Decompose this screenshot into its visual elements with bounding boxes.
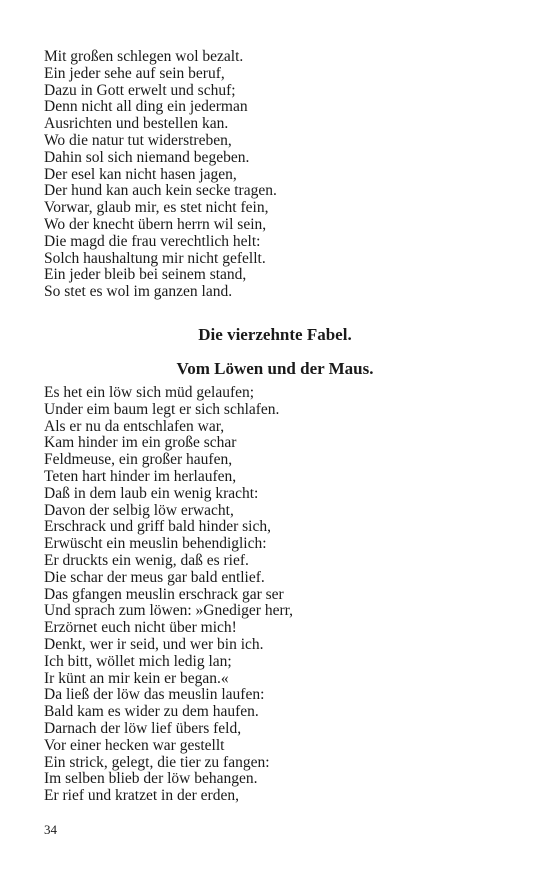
verse-line: Es het ein löw sich müd gelaufen;	[44, 384, 255, 401]
verse-line: Im selben blieb der löw behangen.	[44, 770, 258, 788]
verse-line: Denkt, wer ir seid, und wer bin ich.	[44, 635, 264, 653]
fable-heading: Die vierzehnte Fabel.	[198, 325, 352, 344]
verse-line: Vorwar, glaub mir, es stet nicht fein,	[44, 199, 269, 217]
verse-line: Teten hart hinder im herlaufen,	[44, 467, 237, 485]
verse-line: Ir künt an mir kein er began.«	[44, 669, 229, 687]
verse-line: Ich bitt, wöllet mich ledig lan;	[44, 652, 232, 670]
verse-line: Die magd die frau verechtlich helt:	[44, 232, 261, 250]
poem-top-block	[44, 49, 514, 301]
fable-title: Vom Löwen und der Maus.	[176, 359, 374, 378]
verse-line: Under eim baum legt er sich schlafen.	[44, 400, 280, 418]
verse-line: Mit großen schlegen wol bezalt.	[44, 48, 244, 65]
verse-line: Davon der selbig löw erwacht,	[44, 501, 234, 519]
verse-line: Wo die natur tut widerstreben,	[44, 131, 232, 149]
verse-line: Und sprach zum löwen: »Gnediger herr,	[44, 602, 294, 620]
verse-line: Die schar der meus gar bald entlief.	[44, 568, 265, 586]
verse-line: Da ließ der löw das meuslin laufen:	[44, 686, 265, 704]
verse-line: Dahin sol sich niemand begeben.	[44, 148, 250, 166]
verse-line: Daß in dem laub ein wenig kracht:	[44, 484, 259, 502]
verse-line: Das gfangen meuslin erschrack gar ser	[44, 585, 284, 603]
verse-line: Ein strick, gelegt, die tier zu fangen:	[44, 753, 270, 771]
verse-line: Erzörnet euch nicht über mich!	[44, 619, 237, 637]
verse-line: Ausrichten und bestellen kan.	[44, 115, 229, 133]
verse-line: Der hund kan auch kein secke tragen.	[44, 182, 277, 200]
verse-line: Erschrack und griff bald hinder sich,	[44, 518, 271, 536]
verse-line: Feldmeuse, ein großer haufen,	[44, 451, 233, 469]
fable-text-block	[44, 385, 514, 805]
verse-line: Ein jeder bleib bei seinem stand,	[44, 266, 247, 284]
verse-line: Dazu in Gott erwelt und schuf;	[44, 81, 236, 99]
verse-line: Bald kam es wider zu dem haufen.	[44, 703, 259, 721]
verse-line: Er rief und kratzet in der erden,	[44, 787, 239, 805]
verse-line: Darnach der löw lief übers feld,	[44, 719, 242, 737]
verse-line: Wo der knecht übern herrn wil sein,	[44, 215, 267, 233]
verse-line: So stet es wol im ganzen land.	[44, 283, 233, 301]
verse-line: Solch haushaltung mir nicht gefellt.	[44, 249, 266, 267]
verse-line: Vor einer hecken war gestellt	[44, 736, 225, 754]
verse-line: Ein jeder sehe auf sein beruf,	[44, 64, 225, 82]
verse-line: Erwüscht ein meuslin behendiglich:	[44, 535, 267, 553]
verse-line: Denn nicht all ding ein jederman	[44, 98, 248, 116]
verse-line: Der esel kan nicht hasen jagen,	[44, 165, 237, 183]
page-number: 34	[44, 822, 57, 837]
verse-line: Als er nu da entschlafen war,	[44, 417, 225, 435]
verse-line: Kam hinder im ein große schar	[44, 434, 237, 452]
verse-line: Er druckts ein wenig, daß es rief.	[44, 551, 249, 569]
